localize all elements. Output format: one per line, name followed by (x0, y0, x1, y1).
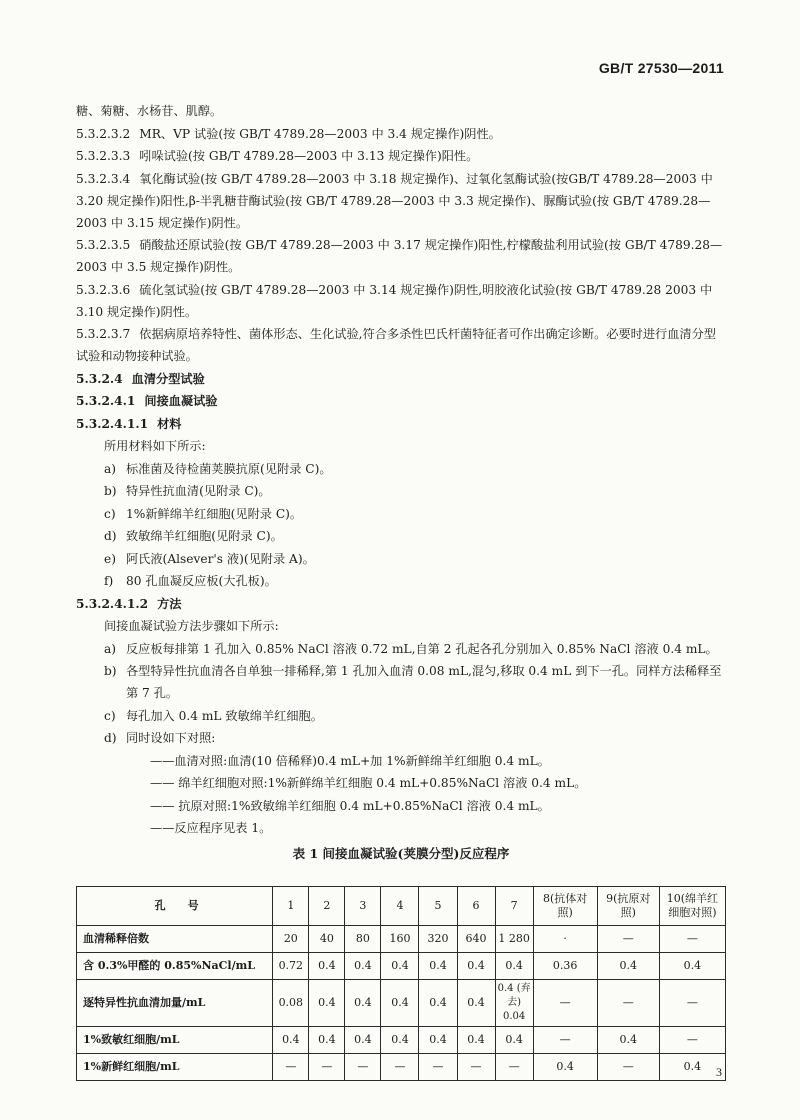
list-label: b) (104, 664, 117, 678)
list-label: f) (104, 574, 114, 588)
table-header-cell: 9(抗原对照) (597, 887, 659, 926)
table-cell: 0.4 (659, 953, 725, 980)
table-cell: — (495, 1054, 533, 1081)
list-item (76, 458, 726, 480)
table-cell: — (659, 980, 725, 1027)
table-cell: · (533, 926, 597, 953)
table-cell: 0.4 (457, 953, 495, 980)
clause-number: 5.3.2.3.6 (76, 282, 131, 297)
table-cell: — (309, 1054, 345, 1081)
table-cell: 0.4 (381, 980, 419, 1027)
table-row (77, 953, 726, 980)
table-caption: 表 1 间接血凝试验(荚膜分型)反应程序 (292, 846, 510, 861)
list-text: 同时设如下对照: (126, 731, 216, 745)
heading-title: 间接血凝试验 (144, 394, 218, 408)
clause-text: 氧化酶试验(按 GB/T 4789.28—2003 中 3.18 规定操作)、过氧化氢酶试验(按GB/T 4789.28—2003 中 3.20 规定操作)阳性,β-半乳糖苷酶试验(按 GB/T 4789.28—2003 中 3.3 规定操作)、脲酶试验(按 GB/T 4789.28—2003 中 3.15 规定操作)阴性。 (76, 171, 713, 230)
table-cell: — (659, 1027, 725, 1054)
table-cell: 0.4 (419, 1027, 457, 1054)
heading-number: 5.3.2.4.1 (76, 394, 136, 408)
materials-intro: 所用材料如下所示: (104, 439, 206, 453)
table-header-cell: 3 (345, 887, 381, 926)
table-cell: 20 (273, 926, 309, 953)
table-row (77, 926, 726, 953)
table-header-cell: 孔 号 (77, 887, 273, 926)
table-cell: 0.4 (457, 980, 495, 1027)
clause-number: 5.3.2.3.4 (76, 171, 131, 186)
heading-title: 材料 (157, 416, 182, 431)
list-label: b) (104, 484, 117, 498)
table-cell: — (597, 980, 659, 1027)
table-cell: 0.4 (533, 1054, 597, 1081)
control-item: ——血清对照:血清(10 倍稀释)0.4 mL+加 1%新鲜绵羊红细胞 0.4 mL。 (150, 753, 550, 768)
table-cell: — (533, 1027, 597, 1054)
list-label: a) (104, 461, 117, 476)
list-item (76, 480, 726, 502)
clause-5-3-2-3-7 (76, 323, 726, 367)
row-label: 血清稀释倍数 (77, 926, 273, 953)
row-label: 逐特异性抗血清加量/mL (77, 980, 273, 1027)
table-cell: — (345, 1054, 381, 1081)
clause-text: 硝酸盐还原试验(按 GB/T 4789.28—2003 中 3.17 规定操作)阳性,柠檬酸盐利用试验(按 GB/T 4789.28—2003 中 3.5 规定操作)阴性。 (76, 238, 723, 274)
table-cell: 0.4 (419, 953, 457, 980)
clause-text: MR、VP 试验(按 GB/T 4789.28—2003 中 3.4 规定操作)阴性。 (139, 126, 501, 141)
row-label: 1%致敏红细胞/mL (77, 1027, 273, 1054)
list-item (76, 570, 726, 592)
list-item (76, 727, 726, 749)
list-label: a) (104, 641, 117, 656)
table-header-cell: 10(绵羊红细胞对照) (659, 887, 725, 926)
table-cell: 0.4 (659, 1054, 725, 1081)
table-cell: 640 (457, 926, 495, 953)
control-item: —— 抗原对照:1%致敏绵羊红细胞 0.4 mL+0.85%NaCl 溶液 0.4 mL。 (150, 798, 550, 813)
table-row (77, 1054, 726, 1081)
list-text: 致敏绵羊红细胞(见附录 C)。 (126, 529, 283, 543)
list-text: 反应板每排第 1 孔加入 0.85% NaCl 溶液 0.72 mL,自第 2 孔起各孔分别加入 0.85% NaCl 溶液 0.4 mL。 (126, 641, 718, 656)
table-cell: — (597, 926, 659, 953)
table-cell: 0.4 (597, 1027, 659, 1054)
table-cell: — (419, 1054, 457, 1081)
table-cell: 40 (309, 926, 345, 953)
heading-title: 血清分型试验 (131, 371, 205, 386)
table-cell: 0.4 (345, 953, 381, 980)
list-text: 阿氏液(Alsever's 液)(见附录 A)。 (126, 551, 315, 566)
table-cell: 0.4 (273, 1027, 309, 1054)
heading-5-3-2-4-1-2 (76, 593, 726, 615)
list-label: d) (104, 529, 117, 543)
table-header-cell: 1 (273, 887, 309, 926)
list-text: 每孔加入 0.4 mL 致敏绵羊红细胞。 (126, 708, 323, 723)
row-label: 含 0.3%甲醛的 0.85%NaCl/mL (77, 953, 273, 980)
table-cell: 0.4 (457, 1027, 495, 1054)
paragraph-continuation: 糖、菊糖、水杨苷、肌醇。 (76, 104, 223, 118)
clause-number: 5.3.2.3.7 (76, 327, 131, 341)
page-number: 3 (716, 1065, 722, 1079)
table-header-cell: 8(抗体对照) (533, 887, 597, 926)
list-text: 各型特异性抗血清各自单独一排稀释,第 1 孔加入血清 0.08 mL,混匀,移取 0.4 mL 到下一孔。同样方法稀释至第 7 孔。 (126, 664, 722, 700)
heading-5-3-2-4 (76, 368, 726, 390)
list-item (76, 548, 726, 570)
list-text: 特异性抗血清(见附录 C)。 (126, 484, 271, 498)
table-header-cell: 6 (457, 887, 495, 926)
table-cell: 0.4 (309, 1027, 345, 1054)
table-cell: 0.4 (345, 1027, 381, 1054)
clause-5-3-2-3-3 (76, 145, 726, 167)
table-cell: 0.4 (419, 980, 457, 1027)
control-item: ——反应程序见表 1。 (150, 821, 272, 835)
heading-number: 5.3.2.4.1.1 (76, 416, 149, 431)
table-cell: 0.4 (495, 1027, 533, 1054)
table-cell: — (381, 1054, 419, 1081)
table-header-cell: 4 (381, 887, 419, 926)
reaction-table (76, 886, 726, 1081)
clause-number: 5.3.2.3.3 (76, 149, 131, 163)
table-cell: 0.36 (533, 953, 597, 980)
clause-number: 5.3.2.3.2 (76, 126, 131, 141)
table-header-cell: 7 (495, 887, 533, 926)
table-cell: — (457, 1054, 495, 1081)
table-cell: 160 (381, 926, 419, 953)
table-header-cell: 2 (309, 887, 345, 926)
document-body (76, 100, 726, 869)
heading-5-3-2-4-1-1 (76, 413, 726, 435)
heading-title: 方法 (157, 596, 182, 611)
clause-number: 5.3.2.3.5 (76, 238, 131, 252)
clause-5-3-2-3-4 (76, 168, 726, 234)
table-cell: 0.08 (273, 980, 309, 1027)
table-cell: 1 280 (495, 926, 533, 953)
clause-5-3-2-3-2 (76, 123, 726, 145)
list-label: d) (104, 731, 117, 745)
standard-number: GB/T 27530—2011 (598, 60, 724, 76)
table-cell: 0.4 (345, 980, 381, 1027)
table-row (77, 1027, 726, 1054)
table-cell: — (533, 980, 597, 1027)
clause-text: 硫化氢试验(按 GB/T 4789.28—2003 中 3.14 规定操作)阴性,明胶液化试验(按 GB/T 4789.28 2003 中 3.10 规定操作)阴性。 (76, 282, 713, 319)
method-intro: 间接血凝试验方法步骤如下所示: (104, 619, 279, 633)
table-cell: 320 (419, 926, 457, 953)
list-item (76, 705, 726, 727)
table-cell: 0.4 (597, 953, 659, 980)
heading-number: 5.3.2.4.1.2 (76, 596, 149, 611)
table-header-cell: 5 (419, 887, 457, 926)
row-label: 1%新鲜红细胞/mL (77, 1054, 273, 1081)
list-item (76, 525, 726, 547)
heading-5-3-2-4-1 (76, 390, 726, 412)
list-label: e) (104, 551, 116, 566)
clause-text: 吲哚试验(按 GB/T 4789.28—2003 中 3.13 规定操作)阳性。 (139, 149, 479, 163)
table-cell: 0.4 (309, 953, 345, 980)
table-cell: 0.4 (381, 1027, 419, 1054)
list-text: 80 孔血凝反应板(大孔板)。 (126, 574, 277, 588)
table-row (77, 980, 726, 1027)
list-text: 1%新鲜绵羊红细胞(见附录 C)。 (126, 506, 303, 521)
table-header-row (77, 887, 726, 926)
heading-number: 5.3.2.4 (76, 371, 123, 386)
list-item (76, 503, 726, 525)
table-cell: 0.72 (273, 953, 309, 980)
table-cell: 0.4 (495, 953, 533, 980)
table-cell: — (273, 1054, 309, 1081)
table-cell: 80 (345, 926, 381, 953)
control-item: —— 绵羊红细胞对照:1%新鲜绵羊红细胞 0.4 mL+0.85%NaCl 溶液 0.4 mL。 (150, 776, 587, 790)
clause-5-3-2-3-6 (76, 279, 726, 323)
list-label: c) (104, 708, 116, 723)
list-item (76, 660, 726, 704)
table-cell: — (659, 926, 725, 953)
clause-text: 依据病原培养特性、菌体形态、生化试验,符合多杀性巴氏杆菌特征者可作出确定诊断。必要时进行血清分型试验和动物接种试验。 (76, 327, 716, 363)
table-cell: 0.4 (309, 980, 345, 1027)
list-item (76, 638, 726, 660)
table-cell: — (597, 1054, 659, 1081)
list-text: 标准菌及待检菌荚膜抗原(见附录 C)。 (126, 461, 332, 476)
table-cell: 0.4 (弃去) 0.04 (495, 980, 533, 1027)
list-label: c) (104, 506, 116, 521)
table-cell: 0.4 (381, 953, 419, 980)
clause-5-3-2-3-5 (76, 234, 726, 278)
